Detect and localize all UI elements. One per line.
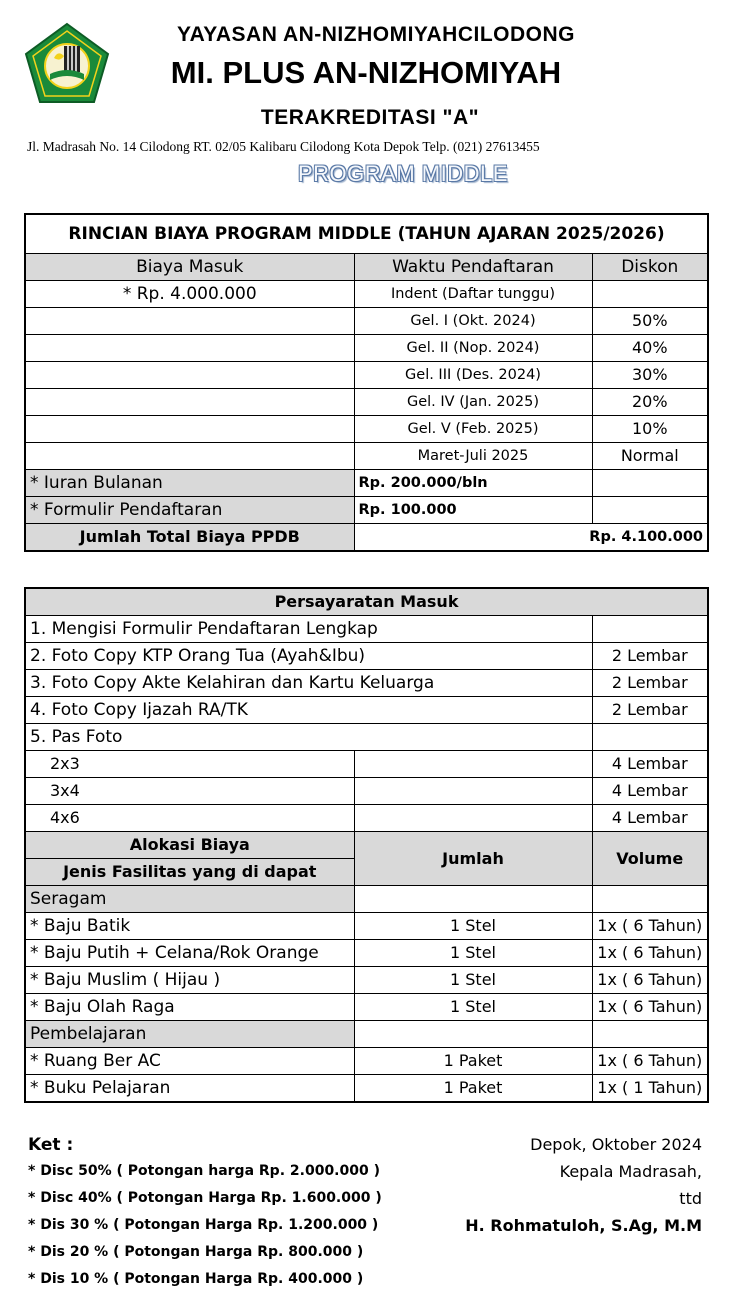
facility-volume: 1x ( 6 Tahun) <box>592 994 708 1021</box>
note-item: * Disc 50% ( Potongan harga Rp. 2.000.000 ) <box>28 1163 380 1179</box>
photo-qty: 4 Lembar <box>592 751 708 778</box>
requirement-item: 3. Foto Copy Akte Kelahiran dan Kartu Keluarga <box>25 670 592 697</box>
facility-name: * Baju Olah Raga <box>25 994 354 1021</box>
facility-amount: 1 Stel <box>354 967 592 994</box>
foundation-name: YAYASAN AN-NIZHOMIYAHCILODONG <box>176 23 575 46</box>
requirements-title: Persayaratan Masuk <box>25 588 708 616</box>
facility-name: * Baju Putih + Celana/Rok Orange <box>25 940 354 967</box>
total-label: Jumlah Total Biaya PPDB <box>25 524 354 552</box>
photo-qty: 4 Lembar <box>592 778 708 805</box>
discount: 50% <box>592 308 708 335</box>
period: Gel. IV (Jan. 2025) <box>354 389 592 416</box>
fee-table <box>24 213 709 552</box>
table-row <box>25 616 708 643</box>
table-row <box>25 967 708 994</box>
facility-name: * Baju Batik <box>25 913 354 940</box>
facility-amount: 1 Paket <box>354 1075 592 1103</box>
allocation-subtitle: Jenis Fasilitas yang di dapat <box>25 859 354 886</box>
col-volume: Volume <box>592 832 708 886</box>
table-row <box>25 751 708 778</box>
table-row <box>25 416 708 443</box>
facility-name: * Ruang Ber AC <box>25 1048 354 1075</box>
requirement-qty: 2 Lembar <box>592 670 708 697</box>
period: Indent (Daftar tunggu) <box>354 281 592 308</box>
table-row <box>25 497 708 524</box>
requirement-qty <box>592 724 708 751</box>
note-item: * Dis 10 % ( Potongan Harga Rp. 400.000 ) <box>28 1271 364 1287</box>
facility-name: * Baju Muslim ( Hijau ) <box>25 967 354 994</box>
table-row <box>25 670 708 697</box>
uniform-section-label: Seragam <box>25 886 354 913</box>
form-fee-label: * Formulir Pendaftaran <box>25 497 354 524</box>
form-fee-value: Rp. 100.000 <box>354 497 592 524</box>
facility-volume: 1x ( 6 Tahun) <box>592 967 708 994</box>
table-row <box>25 724 708 751</box>
table-row <box>25 805 708 832</box>
facility-name: * Buku Pelajaran <box>25 1075 354 1103</box>
requirement-item: 5. Pas Foto <box>25 724 592 751</box>
school-name: MI. PLUS AN-NIZHOMIYAH <box>170 55 562 90</box>
monthly-fee-value: Rp. 200.000/bln <box>354 470 592 497</box>
requirement-qty <box>592 616 708 643</box>
photo-size: 2x3 <box>25 751 354 778</box>
table-row <box>25 470 708 497</box>
discount: 40% <box>592 335 708 362</box>
total-value: Rp. 4.100.000 <box>354 524 708 552</box>
discount: 30% <box>592 362 708 389</box>
table-row <box>25 443 708 470</box>
requirement-qty: 2 Lembar <box>592 643 708 670</box>
col-registration-time: Waktu Pendaftaran <box>354 254 592 281</box>
table-row <box>25 697 708 724</box>
accreditation: TERAKREDITASI "A" <box>260 106 480 129</box>
signature-ttd: ttd <box>679 1189 702 1208</box>
table-row <box>25 1021 708 1048</box>
period: Gel. II (Nop. 2024) <box>354 335 592 362</box>
table-row <box>25 940 708 967</box>
table-row <box>25 1048 708 1075</box>
facility-volume: 1x ( 1 Tahun) <box>592 1075 708 1103</box>
table-row <box>25 913 708 940</box>
table-row <box>25 308 708 335</box>
learning-section-label: Pembelajaran <box>25 1021 354 1048</box>
facility-volume: 1x ( 6 Tahun) <box>592 940 708 967</box>
table-row <box>25 335 708 362</box>
table-row <box>25 643 708 670</box>
photo-size: 3x4 <box>25 778 354 805</box>
facility-amount: 1 Paket <box>354 1048 592 1075</box>
requirement-item: 2. Foto Copy KTP Orang Tua (Ayah&Ibu) <box>25 643 592 670</box>
signature-name: H. Rohmatuloh, S.Ag, M.M <box>465 1216 702 1235</box>
note-item: * Dis 30 % ( Potongan Harga Rp. 1.200.000 ) <box>28 1217 379 1233</box>
discount: 10% <box>592 416 708 443</box>
table-row <box>25 886 708 913</box>
col-entry-fee: Biaya Masuk <box>25 254 354 281</box>
table-row <box>25 778 708 805</box>
requirements-table <box>24 587 709 1103</box>
school-address: Jl. Madrasah No. 14 Cilodong RT. 02/05 Kalibaru Cilodong Kota Depok Telp. (021) 27613455 <box>27 139 540 154</box>
facility-volume: 1x ( 6 Tahun) <box>592 1048 708 1075</box>
discount <box>592 281 708 308</box>
allocation-title: Alokasi Biaya <box>25 832 354 859</box>
discount: Normal <box>592 443 708 470</box>
note-item: * Dis 20 % ( Potongan Harga Rp. 800.000 ) <box>28 1244 364 1260</box>
requirement-qty: 2 Lembar <box>592 697 708 724</box>
table-row <box>25 281 708 308</box>
photo-qty: 4 Lembar <box>592 805 708 832</box>
note-item: * Disc 40% ( Potongan Harga Rp. 1.600.000 ) <box>28 1190 382 1206</box>
discount: 20% <box>592 389 708 416</box>
period: Gel. V (Feb. 2025) <box>354 416 592 443</box>
table-row <box>25 524 708 552</box>
signature-place-date: Depok, Oktober 2024 <box>530 1135 702 1154</box>
facility-volume: 1x ( 6 Tahun) <box>592 913 708 940</box>
requirement-item: 1. Mengisi Formulir Pendaftaran Lengkap <box>25 616 592 643</box>
fee-table-title: RINCIAN BIAYA PROGRAM MIDDLE (TAHUN AJARAN 2025/2026) <box>25 214 708 254</box>
facility-amount: 1 Stel <box>354 994 592 1021</box>
period: Maret-Juli 2025 <box>354 443 592 470</box>
table-row <box>25 994 708 1021</box>
signature-position: Kepala Madrasah, <box>559 1162 702 1181</box>
table-row <box>25 362 708 389</box>
requirement-item: 4. Foto Copy Ijazah RA/TK <box>25 697 592 724</box>
col-amount: Jumlah <box>354 832 592 886</box>
photo-size: 4x6 <box>25 805 354 832</box>
period: Gel. III (Des. 2024) <box>354 362 592 389</box>
monthly-fee-label: * Iuran Bulanan <box>25 470 354 497</box>
table-row <box>25 389 708 416</box>
entry-fee-value: * Rp. 4.000.000 <box>25 281 354 308</box>
col-discount: Diskon <box>592 254 708 281</box>
notes-title: Ket : <box>28 1135 74 1155</box>
table-row <box>25 1075 708 1103</box>
program-title: PROGRAM MIDDLE <box>298 161 508 186</box>
period: Gel. I (Okt. 2024) <box>354 308 592 335</box>
facility-amount: 1 Stel <box>354 913 592 940</box>
facility-amount: 1 Stel <box>354 940 592 967</box>
